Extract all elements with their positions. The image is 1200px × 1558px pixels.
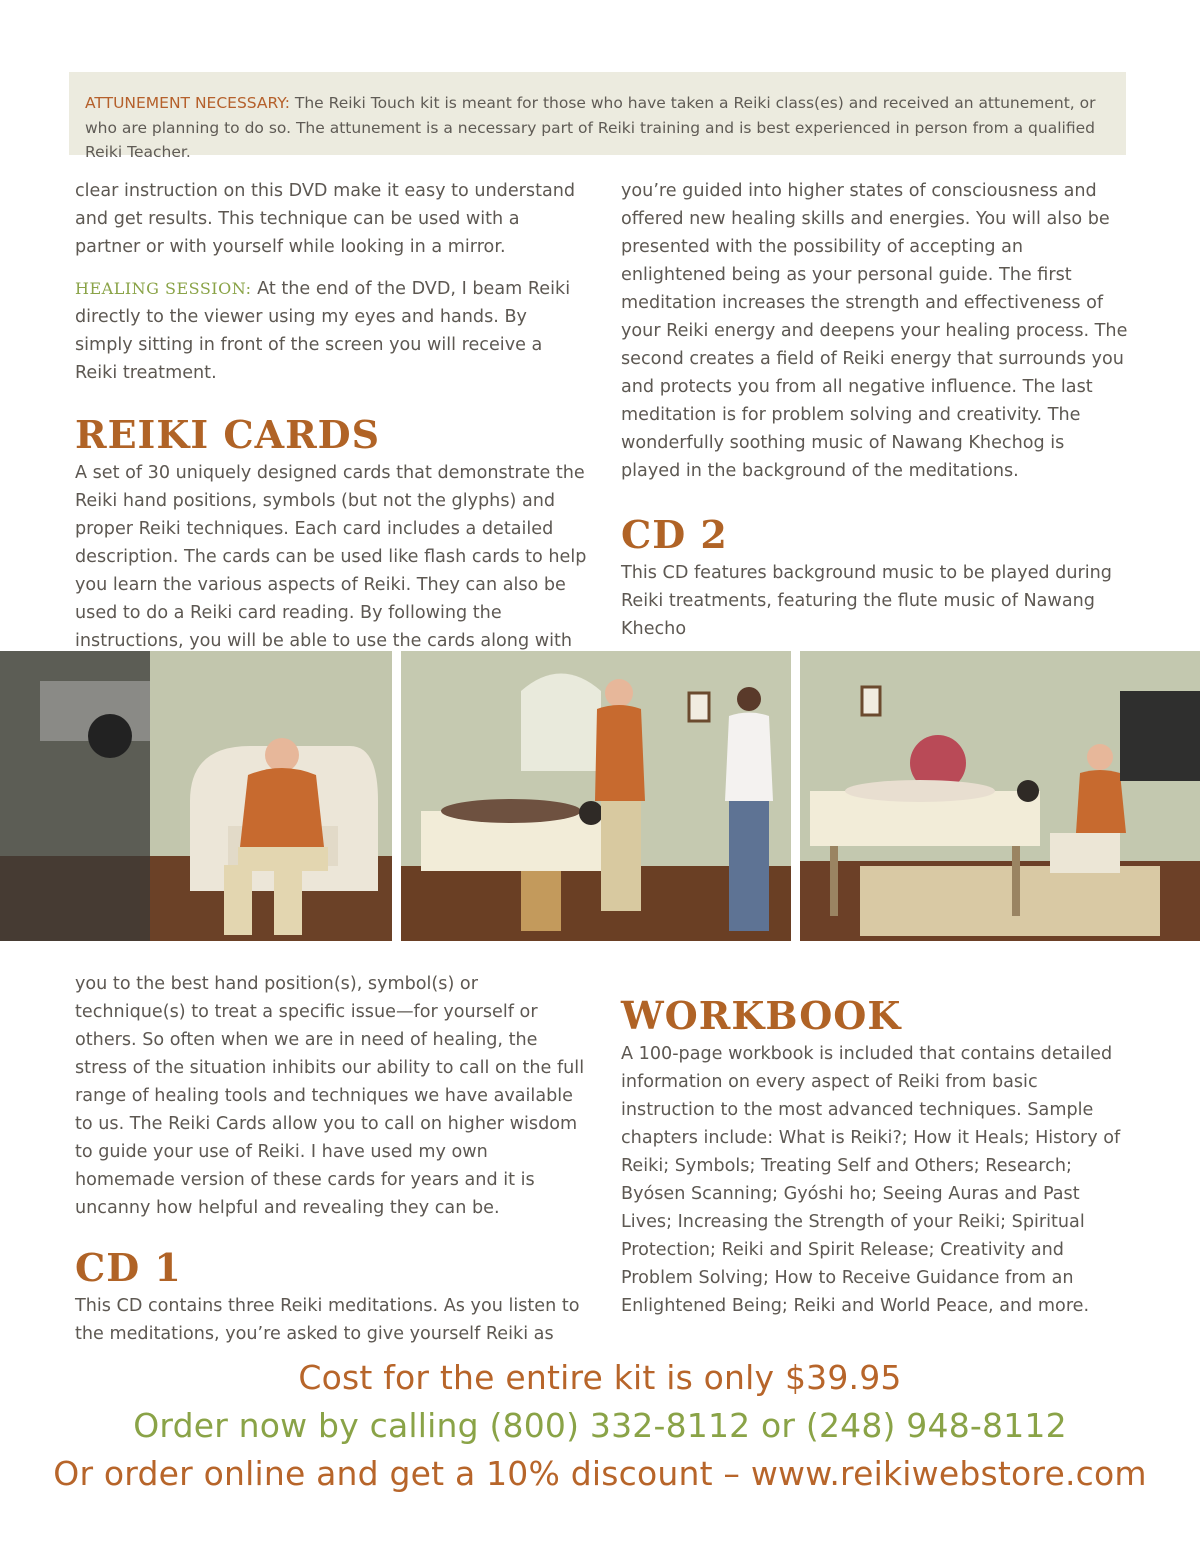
cd2-heading: CD 2 (621, 512, 728, 557)
cta-order-online[interactable]: Or order online and get a 10% discount – www.reikiwebstore.com (53, 1454, 1147, 1493)
left-column-top (75, 177, 590, 683)
cd2-text: This CD features background music to be played during Reiki treatments, featuring the flute music of Nawang Khecho (621, 563, 1112, 639)
notice-text: The Reiki Touch kit is meant for those who have taken a Reiki class(es) and received an attunement, or who are planning to do so. The attunement is a necessary part of Reiki training and is best experienced in person from a qualified Reiki Teacher. (85, 94, 1096, 161)
photo-strip (0, 651, 1200, 941)
workbook-text: A 100-page workbook is included that contains detailed information on every aspect of Reiki from basic instruction to the most advanced techniques. Sample chapters include: What is Reiki?; How it Heals; History of Reiki; Symbols; Treating Self and Others; Research; Byósen Scanning; Gyóshi ho; Seeing Auras and Past Lives; Increasing the Strength of your Reiki; Spiritual Protection; Reiki and Spirit Release; Creativity and Problem Solving; How to Receive Guidance from an Enlightened Being; Reiki and World Peace, and more. (621, 1044, 1121, 1316)
cta-cost: Cost for the entire kit is only $39.95 (298, 1358, 902, 1397)
cd1-heading: CD 1 (75, 1245, 182, 1290)
reiki-cards-continued-text: you to the best hand position(s), symbol(s) or technique(s) to treat a specific issue—for yourself or others. So often when we are in need of healing, the stress of the situation inhibits our ability to call on the full range of healing tools and techniques we have available to us. The Reiki Cards allow you to call on higher wisdom to guide your use of Reiki. I have used my own homemade version of these cards for years and it is uncanny how helpful and revealing they can be. (75, 974, 585, 1218)
cd1-text: This CD contains three Reiki meditations. As you listen to the meditations, you’re asked to give yourself Reiki as (75, 1296, 580, 1344)
notice-lead: ATTUNEMENT NECESSARY: (85, 94, 290, 112)
cta-order-phone: Order now by calling (800) 332-8112 or (248) 948-8112 (133, 1406, 1067, 1445)
healing-session-paragraph (75, 275, 590, 387)
healing-session-text: At the end of the DVD, I beam Reiki directly to the viewer using my eyes and hands. By simply sitting in front of the screen you will receive a Reiki treatment. (75, 279, 571, 383)
left-column-bottom (75, 970, 590, 1348)
attunement-notice (69, 72, 1126, 161)
photo-table-illustration (401, 651, 791, 941)
photo-healing-illustration (800, 651, 1200, 941)
healing-session-label: HEALING SESSION: (75, 279, 252, 298)
photo-seated-healing (800, 651, 1200, 941)
reiki-cards-heading: REIKI CARDS (75, 412, 381, 457)
meditations-text: you’re guided into higher states of consciousness and offered new healing skills and energies. You will also be presented with the possibility of accepting an enlightened being as your personal guide. The first meditation increases the strength and effectiveness of your Reiki energy and deepens your healing process. The second creates a field of Reiki energy that surrounds you and protects you from all negative influence. The last meditation is for problem solving and creativity. The wonderfully soothing music of Nawang Khechog is played in the background of the meditations. (621, 181, 1128, 481)
photo-filming-session (0, 651, 392, 941)
right-column-bottom (621, 992, 1128, 1320)
right-column-top (621, 177, 1128, 643)
reiki-cards-text: A set of 30 uniquely designed cards that demonstrate the Reiki hand positions, symbols (but not the glyphs) and proper Reiki techniques. Each card includes a detailed description. The cards can be used like flash cards to help you learn the various aspects of Reiki. They can also be used to do a Reiki card reading. By following the instructions, you will be able to use the cards along with (75, 463, 587, 651)
workbook-heading: WORKBOOK (621, 993, 902, 1038)
photo-filming-illustration (0, 651, 392, 941)
photo-table-demonstration (401, 651, 791, 941)
dvd-intro-text: clear instruction on this DVD make it easy to understand and get results. This technique can be used with a partner or with yourself while looking in a mirror. (75, 181, 576, 257)
